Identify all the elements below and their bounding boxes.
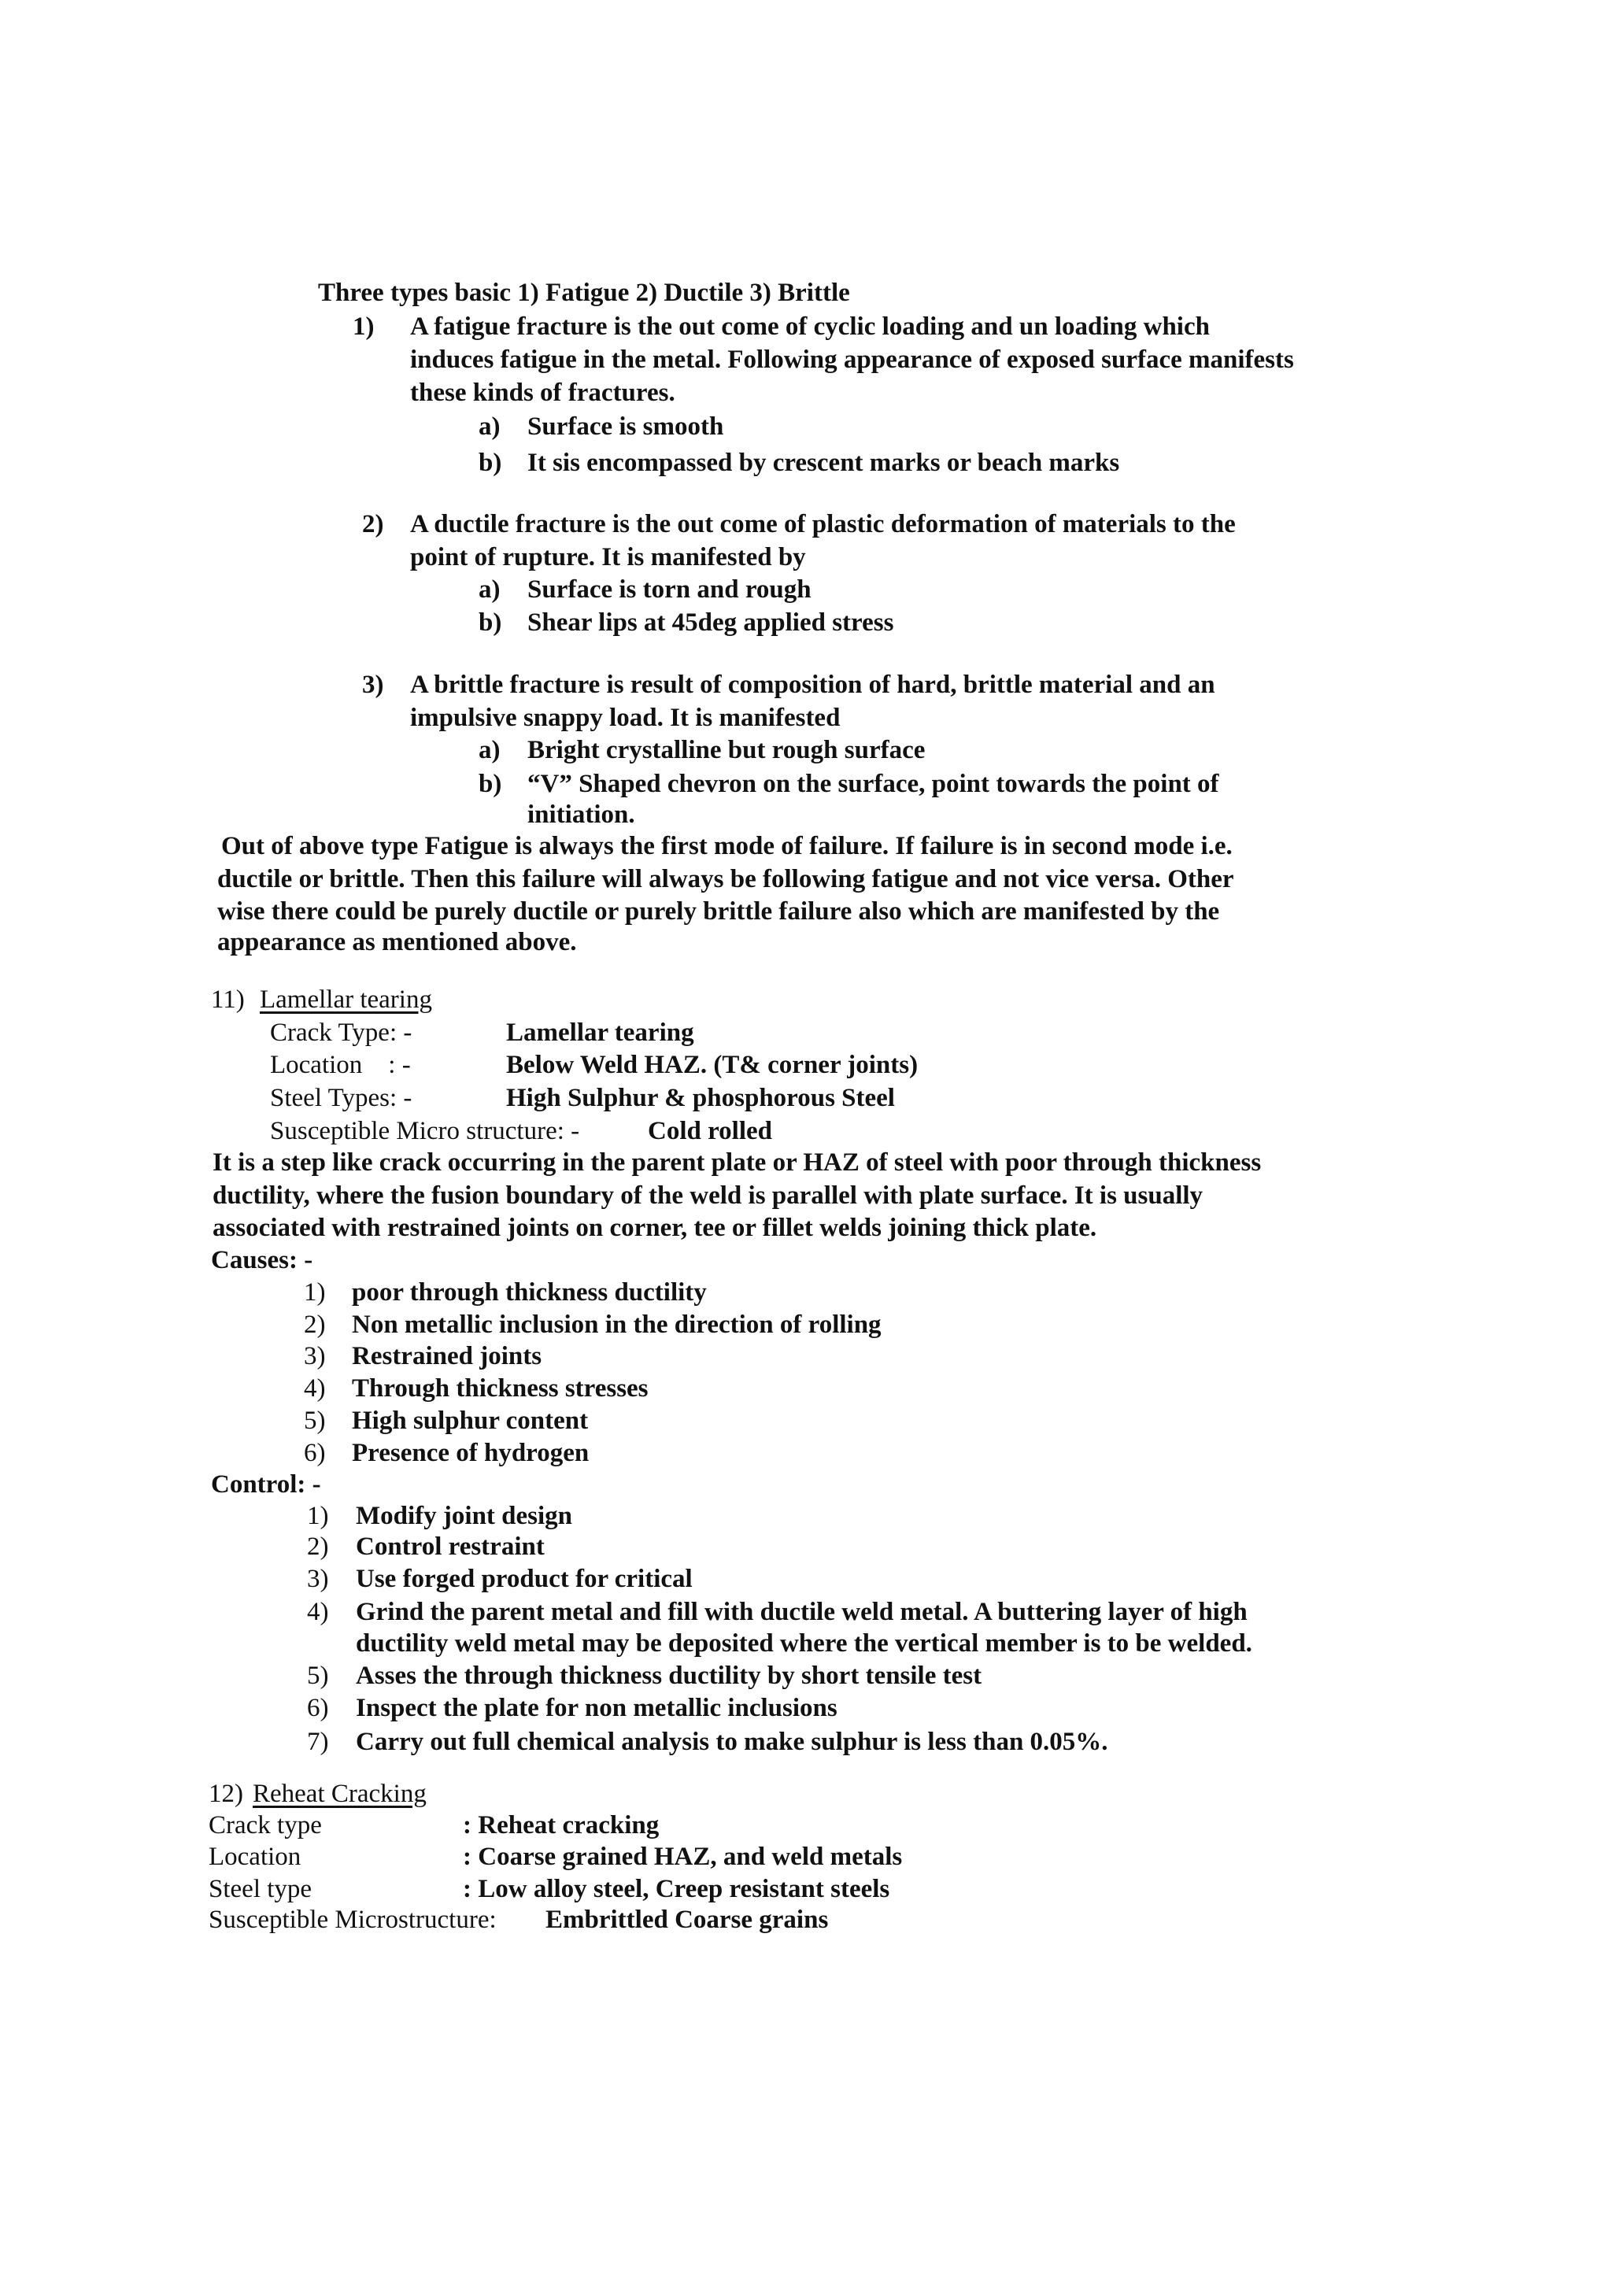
control-text: Asses the through thickness ductility by short tensile test — [356, 1662, 982, 1690]
ductile-text-line: point of rupture. It is manifested by — [410, 543, 806, 571]
control-text: Grind the parent metal and fill with ductile weld metal. A buttering layer of high — [356, 1598, 1248, 1626]
brittle-item-marker: b) — [479, 770, 502, 798]
lamellar-field-label: Crack Type: - — [270, 1019, 412, 1047]
cause-number: 5) — [304, 1407, 326, 1435]
cause-number: 4) — [304, 1374, 326, 1403]
lamellar-section-title: Lamellar tearing — [260, 985, 432, 1014]
summary-line: wise there could be purely ductile or purely brittle failure also which are manifested by the — [217, 897, 1220, 926]
cause-text: poor through thickness ductility — [352, 1278, 707, 1307]
lamellar-description-line: associated with restrained joints on corner, tee or fillet welds joining thick plate. — [213, 1214, 1097, 1242]
fatigue-text-line: induces fatigue in the metal. Following appearance of exposed surface manifests — [410, 346, 1294, 374]
cause-text: Non metallic inclusion in the direction of rolling — [352, 1311, 882, 1339]
ductile-item-text: Surface is torn and rough — [527, 575, 812, 604]
summary-line: ductile or brittle. Then this failure will always be following fatigue and not vice versa. Other — [217, 865, 1234, 893]
brittle-number: 3) — [362, 671, 384, 699]
control-text: Control restraint — [356, 1533, 545, 1561]
cause-text: High sulphur content — [352, 1407, 589, 1435]
cause-number: 1) — [304, 1278, 326, 1307]
brittle-item-continuation: initiation. — [527, 800, 635, 829]
cause-number: 2) — [304, 1311, 326, 1339]
fatigue-number: 1) — [353, 312, 375, 341]
reheat-section-title: Reheat Cracking — [253, 1780, 427, 1808]
brittle-item-text: “V” Shaped chevron on the surface, point towards the point of — [527, 770, 1219, 798]
control-text: Modify joint design — [356, 1502, 573, 1530]
lamellar-description-line: It is a step like crack occurring in the parent plate or HAZ of steel with poor through thickness — [213, 1148, 1262, 1177]
fatigue-text-line: these kinds of fractures. — [410, 379, 675, 407]
control-text: Carry out full chemical analysis to make sulphur is less than 0.05%. — [356, 1728, 1108, 1756]
reheat-field-label: Location — [209, 1843, 301, 1871]
reheat-field-value: : Coarse grained HAZ, and weld metals — [463, 1843, 903, 1871]
reheat-section-number: 12) — [209, 1780, 243, 1808]
reheat-field-value: : Low alloy steel, Creep resistant steels — [463, 1875, 890, 1903]
reheat-micro-label: Susceptible Microstructure: — [209, 1906, 497, 1934]
reheat-field-label: Crack type — [209, 1811, 322, 1839]
lamellar-micro-label: Susceptible Micro structure: - — [270, 1117, 580, 1145]
control-number: 4) — [307, 1598, 329, 1626]
lamellar-section-number: 11) — [211, 985, 245, 1014]
summary-line: Out of above type Fatigue is always the first mode of failure. If failure is in second mode i.e. — [221, 832, 1233, 860]
fatigue-item-text: Surface is smooth — [527, 412, 724, 441]
ductile-item-text: Shear lips at 45deg applied stress — [527, 608, 894, 637]
control-text: Inspect the plate for non metallic inclusions — [356, 1694, 837, 1722]
brittle-text-line: A brittle fracture is result of composition of hard, brittle material and an — [410, 671, 1215, 699]
reheat-micro-value: Embrittled Coarse grains — [545, 1906, 829, 1934]
lamellar-description-line: ductility, where the fusion boundary of the weld is parallel with plate surface. It is usually — [213, 1181, 1203, 1210]
cause-text: Presence of hydrogen — [352, 1439, 590, 1467]
fatigue-item-marker: b) — [479, 449, 502, 477]
brittle-item-marker: a) — [479, 736, 501, 764]
control-text-continuation: ductility weld metal may be deposited where the vertical member is to be welded. — [356, 1629, 1252, 1658]
lamellar-field-value: Lamellar tearing — [506, 1019, 694, 1047]
fracture-types-intro: Three types basic 1) Fatigue 2) Ductile 3) Brittle — [318, 279, 850, 307]
ductile-text-line: A ductile fracture is the out come of plastic deformation of materials to the — [410, 510, 1236, 538]
ductile-item-marker: a) — [479, 575, 501, 604]
control-heading: Control: - — [211, 1470, 321, 1499]
ductile-item-marker: b) — [479, 608, 502, 637]
reheat-field-label: Steel type — [209, 1875, 312, 1903]
summary-line: appearance as mentioned above. — [217, 928, 577, 956]
lamellar-field-label: Steel Types: - — [270, 1084, 412, 1112]
brittle-text-line: impulsive snappy load. It is manifested — [410, 704, 841, 732]
control-number: 6) — [307, 1694, 329, 1722]
ductile-number: 2) — [362, 510, 384, 538]
fatigue-item-marker: a) — [479, 412, 501, 441]
control-number: 3) — [307, 1565, 329, 1593]
control-number: 1) — [307, 1502, 329, 1530]
fatigue-text-line: A fatigue fracture is the out come of cyclic loading and un loading which — [410, 312, 1210, 341]
lamellar-micro-value: Cold rolled — [648, 1117, 772, 1145]
control-number: 5) — [307, 1662, 329, 1690]
causes-heading: Causes: - — [211, 1246, 313, 1274]
control-number: 2) — [307, 1533, 329, 1561]
cause-text: Restrained joints — [352, 1342, 542, 1370]
brittle-item-text: Bright crystalline but rough surface — [527, 736, 926, 764]
lamellar-field-value: High Sulphur & phosphorous Steel — [506, 1084, 895, 1112]
cause-number: 6) — [304, 1439, 326, 1467]
control-number: 7) — [307, 1728, 329, 1756]
cause-text: Through thickness stresses — [352, 1374, 649, 1403]
cause-number: 3) — [304, 1342, 326, 1370]
reheat-field-value: : Reheat cracking — [463, 1811, 660, 1839]
fatigue-item-text: It sis encompassed by crescent marks or beach marks — [527, 449, 1120, 477]
control-text: Use forged product for critical — [356, 1565, 693, 1593]
lamellar-field-label: Location : - — [270, 1051, 411, 1079]
lamellar-field-value: Below Weld HAZ. (T& corner joints) — [506, 1051, 919, 1079]
